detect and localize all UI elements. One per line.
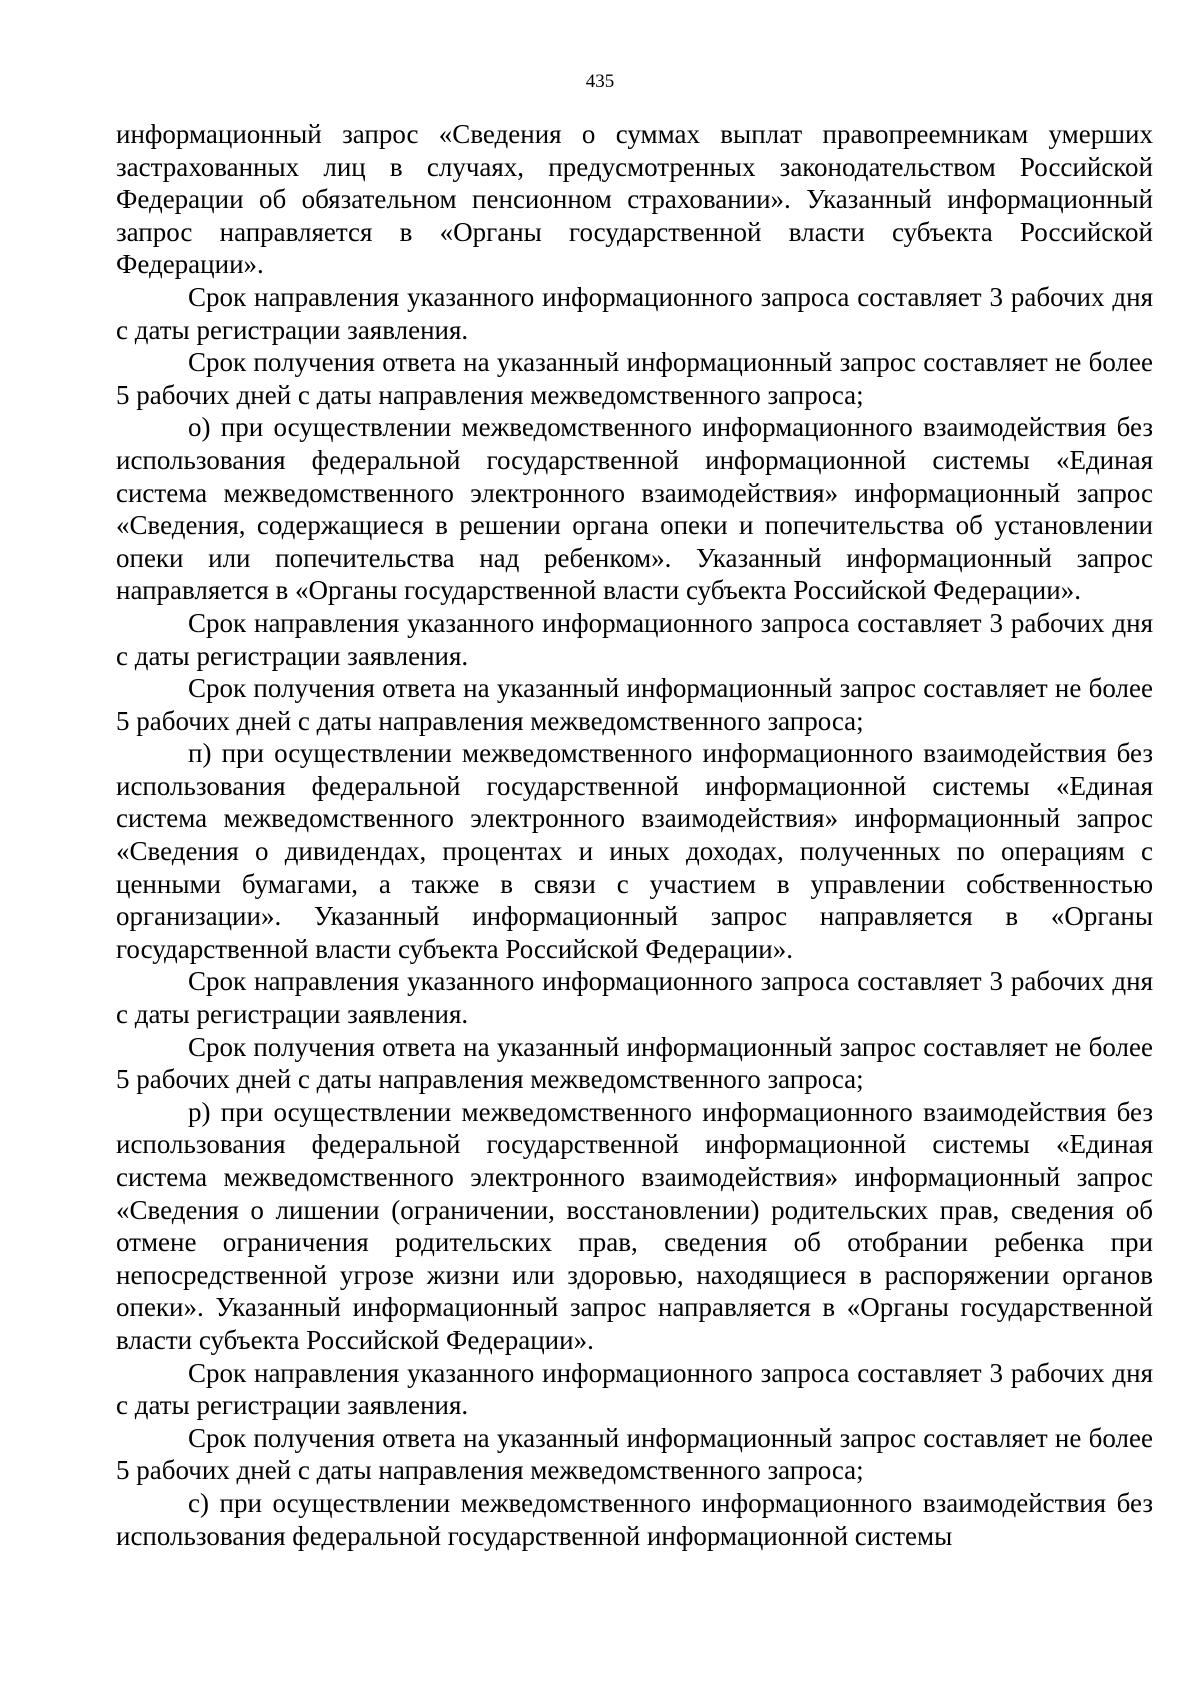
- paragraph-item-o: о) при осуществлении межведомственного информационного взаимодействия без использования федеральной государственной информационной системы «Единая система межведомственного электронного взаимодействия» информационный запрос «Сведения, содержащиеся в решении органа опеки и попечительства об установлении опеки или попечительства над ребенком». Указанный информационный запрос направляется в «Органы государственной власти субъекта Российской Федерации».: [116, 412, 1153, 606]
- paragraph-item-p: п) при осуществлении межведомственного информационного взаимодействия без использования федеральной государственной информационной системы «Единая система межведомственного электронного взаимодействия» информационный запрос «Сведения о дивидендах, процентах и иных доходах, полученных по операциям с ценными бумагами, а также в связи с участием в управлении собственностью организации». Указанный информационный запрос направляется в «Органы государственной власти субъекта Российской Федерации».: [116, 738, 1153, 964]
- paragraph-request-deadline: Срок направления указанного информационного запроса составляет 3 рабочих дня с даты регистрации заявления.: [116, 966, 1153, 1030]
- page-number: 435: [585, 71, 615, 92]
- paragraph-item-s: с) при осуществлении межведомственного информационного взаимодействия без использования федеральной государственной информационной системы: [116, 1487, 1153, 1551]
- paragraph-response-deadline: Срок получения ответа на указанный информационный запрос составляет не более 5 рабочих дней с даты направления межведомственного запроса;: [116, 1031, 1153, 1095]
- paragraph-response-deadline: Срок получения ответа на указанный информационный запрос составляет не более 5 рабочих дней с даты направления межведомственного запроса;: [116, 347, 1153, 410]
- paragraph-request-deadline: Срок направления указанного информационного запроса составляет 3 рабочих дня с даты регистрации заявления.: [116, 281, 1153, 345]
- document-body: [116, 118, 1153, 1552]
- paragraph-response-deadline: Срок получения ответа на указанный информационный запрос составляет не более 5 рабочих дней с даты направления межведомственного запроса;: [116, 673, 1153, 736]
- paragraph-request-deadline: Срок направления указанного информационного запроса составляет 3 рабочих дня с даты регистрации заявления.: [116, 607, 1153, 671]
- paragraph-continuation: информационный запрос «Сведения о суммах выплат правопреемникам умерших застрахованных лиц в случаях, предусмотренных законодательством Российской Федерации об обязательном пенсионном страховании». Указанный информационный запрос направляется в «Органы государственной власти субъекта Российской Федерации».: [116, 119, 1153, 280]
- paragraph-response-deadline: Срок получения ответа на указанный информационный запрос составляет не более 5 рабочих дней с даты направления межведомственного запроса;: [116, 1422, 1153, 1486]
- paragraph-item-r: р) при осуществлении межведомственного информационного взаимодействия без использования федеральной государственной информационной системы «Единая система межведомственного электронного взаимодействия» информационный запрос «Сведения о лишении (ограничении, восстановлении) родительских прав, сведения об отмене ограничения родительских прав, сведения об отобрании ребенка при непосредственной угрозе жизни или здоровью, находящиеся в распоряжении органов опеки». Указанный информационный запрос направляется в «Органы государственной власти субъекта Российской Федерации».: [116, 1096, 1153, 1355]
- paragraph-request-deadline: Срок направления указанного информационного запроса составляет 3 рабочих дня с даты регистрации заявления.: [116, 1357, 1153, 1421]
